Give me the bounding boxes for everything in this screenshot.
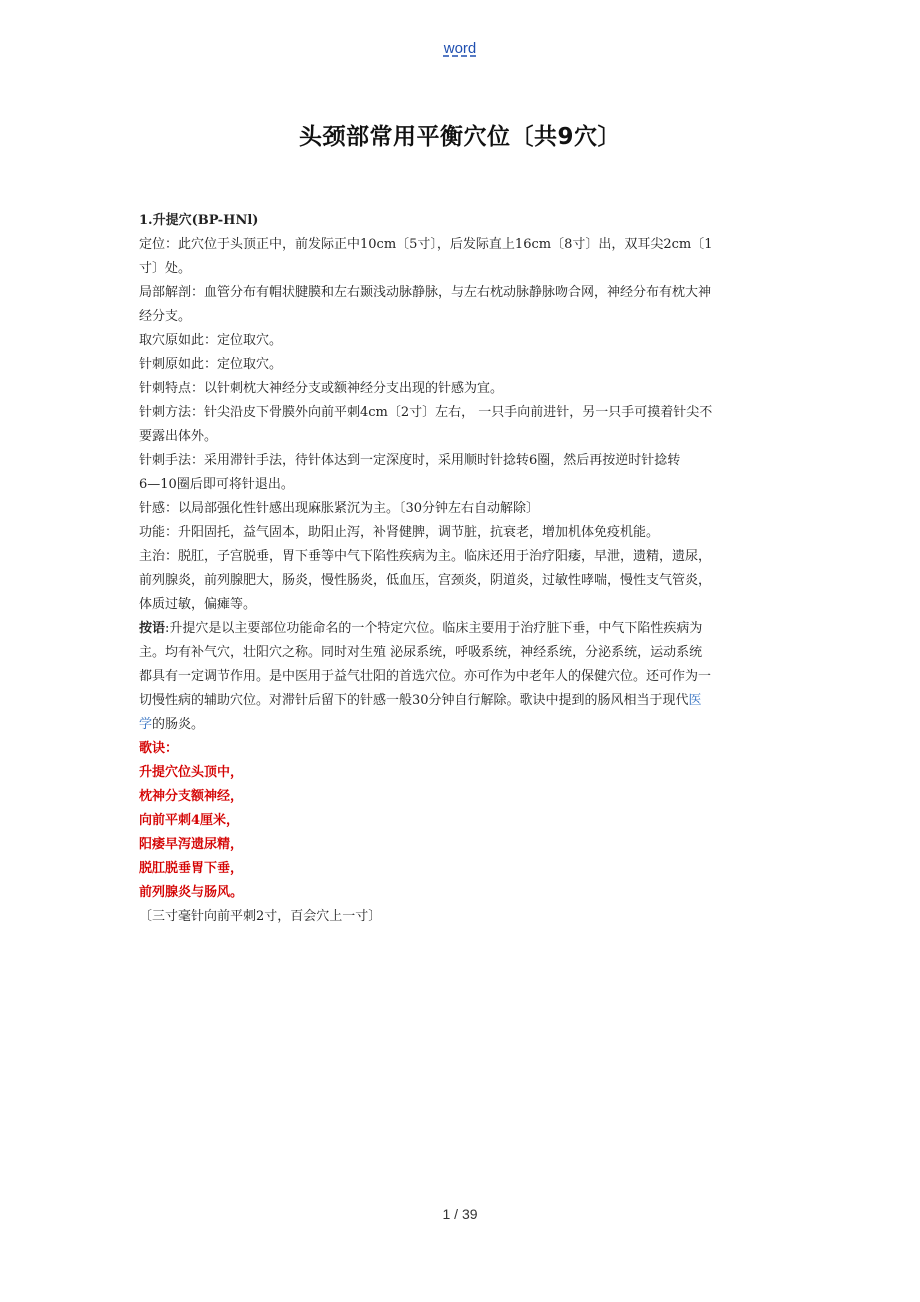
page-number: 1 / 39 (442, 1206, 478, 1222)
paragraph-note-line-5 (139, 713, 783, 737)
paragraph-indications-line-2: 前列腺炎，前列腺肥大，肠炎，慢性肠炎，低血压，宫颈炎，阴道炎，过敏性哮喘，慢性支气管炎， (139, 573, 712, 588)
paragraph-needling-method-line-2: 要露出体外。 (139, 429, 218, 444)
song-line: 前列腺炎与肠风。 (139, 885, 244, 900)
paragraph-indications-line-3: 体质过敏，偏瘫等。 (139, 597, 257, 612)
section-heading: 1.升提穴(BP-HNl) (139, 213, 259, 228)
paragraph-needling-technique-line-2: 6—10圈后即可将针退出。 (139, 477, 294, 492)
document-body (139, 209, 783, 929)
paragraph-needling-feature: 针刺特点：以针刺枕大神经分支或额神经分支出现的针感为宜。 (139, 381, 504, 396)
paragraph-note-line-2: 主。均有补气穴，壮阳穴之称。同时对生殖 泌尿系统，呼吸系统，神经系统，分泌系统，运动系统 (139, 645, 703, 660)
medicine-link-part-2[interactable]: 学 (139, 717, 153, 732)
song-line: 升提穴位头顶中， (139, 765, 244, 780)
song-line: 阳痿早泻遗尿精， (139, 837, 244, 852)
paragraph-location-line-2: 寸〕处。 (139, 261, 192, 276)
note-line-5-text: 的肠炎。 (152, 717, 205, 732)
medicine-link-part-1[interactable]: 医 (688, 693, 702, 708)
paragraph-closing-note: 〔三寸毫针向前平刺2寸，百会穴上一寸〕 (139, 909, 382, 924)
song-line: 脱肛脱垂胃下垂， (139, 861, 244, 876)
paragraph-needling-technique-line-1: 针刺手法：采用滞针手法，待针体达到一定深度时，采用顺时针捻转6圈，然后再按逆时针捻转 (139, 453, 681, 468)
header-word-link[interactable]: word (443, 40, 477, 57)
paragraph-anatomy-line-1: 局部解剖：血管分布有帽状腱膜和左右颞浅动脉静脉，与左右枕动脉静脉吻合网，神经分布有枕大神 (139, 285, 712, 300)
paragraph-needling-principle: 针刺原如此：定位取穴。 (139, 357, 283, 372)
song-line: 枕神分支额神经， (139, 789, 244, 804)
paragraph-note-line-1 (139, 617, 783, 641)
note-label: 按语 (139, 621, 166, 636)
note-line-1-text: :升提穴是以主要部位功能命名的一个特定穴位。临床主要用于治疗脏下垂，中气下陷性疾病为 (165, 621, 703, 636)
paragraph-needle-sensation: 针感：以局部强化性针感出现麻胀紧沉为主。〔30分钟左右自动解除〕 (139, 501, 540, 516)
paragraph-anatomy-line-2: 经分支。 (139, 309, 192, 324)
song-label: 歌诀： (139, 741, 179, 756)
paragraph-point-selection: 取穴原如此：定位取穴。 (139, 333, 283, 348)
paragraph-needling-method-line-1: 针刺方法：针尖沿皮下骨膜外向前平刺4cm〔2寸〕左右， 一只手向前进针，另一只手可摸着针尖不 (139, 405, 713, 420)
paragraph-note-line-3: 都具有一定调节作用。是中医用于益气壮阳的首选穴位。亦可作为中老年人的保健穴位。还可作为一 (139, 669, 712, 684)
note-line-4-text: 切慢性病的辅助穴位。对滞针后留下的针感一般30分钟自行解除。歌诀中提到的肠风相当于现代 (139, 693, 689, 708)
paragraph-note-line-4 (139, 689, 783, 713)
page-title: 头颈部常用平衡穴位〔共9穴〕 (298, 124, 621, 150)
paragraph-indications-line-1: 主治：脱肛，子宫脱垂，胃下垂等中气下陷性疾病为主。临床还用于治疗阳痿，早泄，遗精，遗尿， (139, 549, 712, 564)
paragraph-location-line-1: 定位：此穴位于头顶正中，前发际正中10cm〔5寸〕，后发际直上16cm〔8寸〕出，双耳尖2cm〔1 (139, 237, 713, 252)
paragraph-function: 功能：升阳固托，益气固本，助阳止泻，补肾健脾，调节脏，抗衰老，增加机体免疫机能。 (139, 525, 660, 540)
song-line: 向前平刺4厘米， (139, 813, 240, 828)
